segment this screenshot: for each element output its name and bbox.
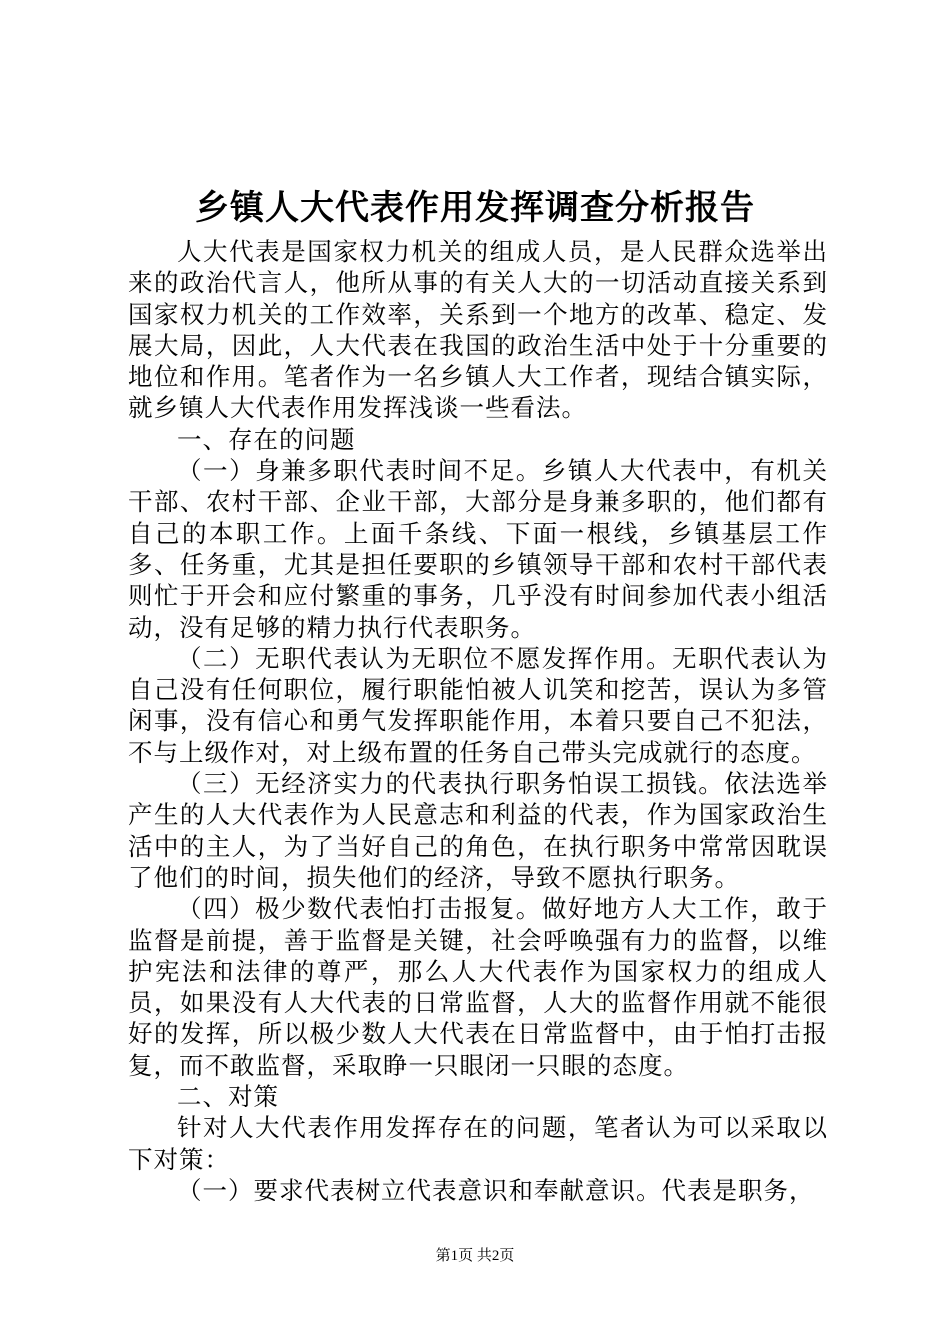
paragraph-problem-4: （四）极少数代表怕打击报复。做好地方人大工作，敢于监督是前提，善于监督是关键，社会呼唤强有力的监督，以维护宪法和法律的尊严，那么人大代表作为国家权力的组成人员，如果没有人大代表的日常监督，人大的监督作用就不能很好的发挥，所以极少数人大代表在日常监督中，由于怕打击报复，而不敢监督，采取睁一只眼闭一只眼的态度。 bbox=[128, 894, 828, 1080]
section-heading-countermeasures: 二、对策 bbox=[177, 1082, 279, 1112]
paragraph-countermeasure-1: （一）要求代表树立代表意识和奉献意识。代表是职务， bbox=[177, 1175, 815, 1205]
page-footer: 第1页 共2页 bbox=[435, 1248, 515, 1264]
paragraph-countermeasures-intro: 针对人大代表作用发挥存在的问题，笔者认为可以采取以下对策： bbox=[128, 1113, 828, 1174]
paragraph-problem-1: （一）身兼多职代表时间不足。乡镇人大代表中，有机关干部、农村干部、企业干部，大部分是身兼多职的，他们都有自己的本职工作。上面千条线、下面一根线，乡镇基层工作多、任务重，尤其是担任要职的乡镇领导干部和农村干部代表则忙于开会和应付繁重的事务，几乎没有时间参加代表小组活动，没有足够的精力执行代表职务。 bbox=[128, 456, 828, 642]
document-body bbox=[128, 236, 828, 1206]
document-title: 乡镇人大代表作用发挥调查分析报告 bbox=[195, 188, 755, 228]
paragraph-problem-3: （三）无经济实力的代表执行职务怕误工损钱。依法选举产生的人大代表作为人民意志和利益的代表，作为国家政治生活中的主人，为了当好自己的角色，在执行职务中常常因耽误了他们的时间，损失他们的经济，导致不愿执行职务。 bbox=[128, 769, 828, 892]
paragraph-problem-2: （二）无职代表认为无职位不愿发挥作用。无职代表认为自己没有任何职位，履行职能怕被人讥笑和挖苦，误认为多管闲事，没有信心和勇气发挥职能作用，本着只要自己不犯法，不与上级作对，对上级布置的任务自己带头完成就行的态度。 bbox=[128, 643, 828, 767]
section-heading-problems: 一、存在的问题 bbox=[177, 424, 356, 454]
paragraph-intro: 人大代表是国家权力机关的组成人员，是人民群众选举出来的政治代言人，他所从事的有关人大的一切活动直接关系到国家权力机关的工作效率，关系到一个地方的改革、稳定、发展大局，因此，人大代表在我国的政治生活中处于十分重要的地位和作用。笔者作为一名乡镇人大工作者，现结合镇实际，就乡镇人大代表作用发挥浅谈一些看法。 bbox=[128, 237, 828, 423]
